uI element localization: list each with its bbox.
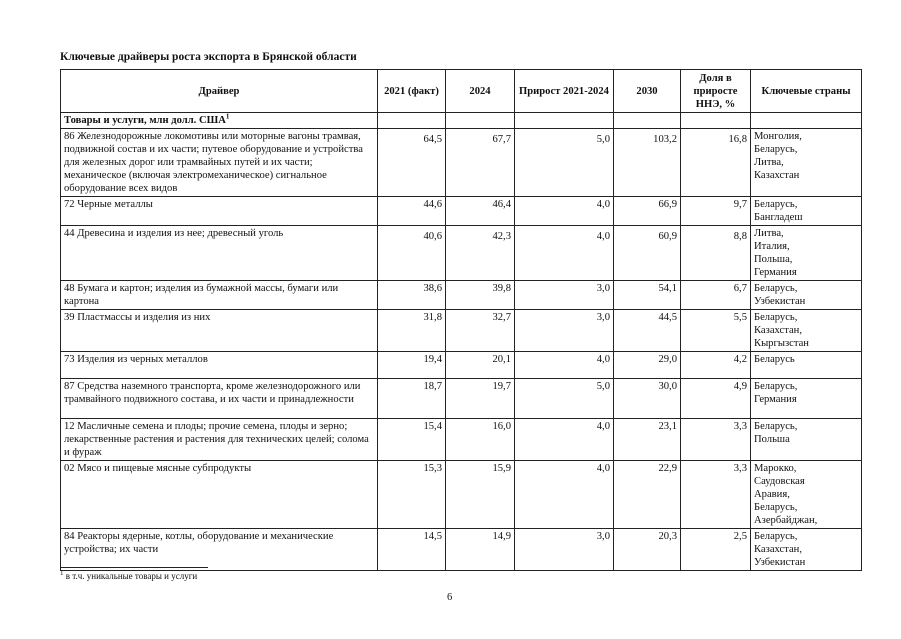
y2024-cell: 15,9 xyxy=(446,461,515,529)
countries-cell: Монголия, Беларусь, Литва, Казахстан xyxy=(751,129,862,197)
table-row xyxy=(61,197,862,226)
y2024-cell: 67,7 xyxy=(446,129,515,197)
y2030-cell: 103,2 xyxy=(614,129,681,197)
countries-cell: Литва, Италия, Польша, Германия xyxy=(751,226,862,281)
driver-cell: 73 Изделия из черных металлов xyxy=(61,352,378,379)
footnote-divider xyxy=(60,567,208,568)
table-row xyxy=(61,352,862,379)
section-footnote-mark: 1 xyxy=(225,112,230,121)
y2024-cell: 42,3 xyxy=(446,226,515,281)
growth-cell: 3,0 xyxy=(515,529,614,571)
y2021-cell: 15,4 xyxy=(378,419,446,461)
growth-cell: 3,0 xyxy=(515,310,614,352)
table-row xyxy=(61,529,862,571)
y2021-cell: 64,5 xyxy=(378,129,446,197)
y2030-cell: 60,9 xyxy=(614,226,681,281)
driver-cell: 44 Древесина и изделия из нее; древесный уголь xyxy=(61,226,378,281)
document-title: Ключевые драйверы роста экспорта в Брянской области xyxy=(60,51,357,63)
driver-cell: 86 Железнодорожные локомотивы или моторные вагоны трамвая, подвижной состав и их части; путевое оборудование и устройства для железных дорог или трамвайных путей и их части; механическое (включая электромеханическое) сигнальное оборудование всех видов xyxy=(61,129,378,197)
y2024-cell: 14,9 xyxy=(446,529,515,571)
share-cell: 8,8 xyxy=(681,226,751,281)
countries-cell: Беларусь, Казахстан, Узбекистан xyxy=(751,529,862,571)
header-share: Доля в приросте ННЭ, % xyxy=(681,70,751,113)
footnote-text: в т.ч. уникальные товары и услуги xyxy=(65,571,198,581)
table-row xyxy=(61,419,862,461)
share-cell: 5,5 xyxy=(681,310,751,352)
y2024-cell: 46,4 xyxy=(446,197,515,226)
share-cell: 6,7 xyxy=(681,281,751,310)
y2021-cell: 19,4 xyxy=(378,352,446,379)
y2030-cell: 23,1 xyxy=(614,419,681,461)
y2030-cell: 44,5 xyxy=(614,310,681,352)
driver-cell: 48 Бумага и картон; изделия из бумажной массы, бумаги или картона xyxy=(61,281,378,310)
y2024-cell: 39,8 xyxy=(446,281,515,310)
y2021-cell: 14,5 xyxy=(378,529,446,571)
y2030-cell: 29,0 xyxy=(614,352,681,379)
share-cell: 4,2 xyxy=(681,352,751,379)
header-2030: 2030 xyxy=(614,70,681,113)
y2021-cell: 15,3 xyxy=(378,461,446,529)
page-number: 6 xyxy=(447,592,453,603)
countries-cell: Беларусь, Казахстан, Кыргызстан xyxy=(751,310,862,352)
y2030-cell: 66,9 xyxy=(614,197,681,226)
y2030-cell: 22,9 xyxy=(614,461,681,529)
growth-cell: 5,0 xyxy=(515,379,614,419)
growth-cell: 4,0 xyxy=(515,352,614,379)
growth-cell: 4,0 xyxy=(515,226,614,281)
table-row xyxy=(61,226,862,281)
table-row xyxy=(61,281,862,310)
y2021-cell: 44,6 xyxy=(378,197,446,226)
table-row xyxy=(61,461,862,529)
countries-cell: Беларусь, Бангладеш xyxy=(751,197,862,226)
header-driver: Драйвер xyxy=(61,70,378,113)
footnote xyxy=(60,571,197,581)
y2021-cell: 40,6 xyxy=(378,226,446,281)
header-countries: Ключевые страны xyxy=(751,70,862,113)
growth-cell: 4,0 xyxy=(515,197,614,226)
driver-cell: 39 Пластмассы и изделия из них xyxy=(61,310,378,352)
share-cell: 16,8 xyxy=(681,129,751,197)
share-cell: 4,9 xyxy=(681,379,751,419)
countries-cell: Беларусь, Польша xyxy=(751,419,862,461)
share-cell: 9,7 xyxy=(681,197,751,226)
countries-cell: Беларусь xyxy=(751,352,862,379)
y2021-cell: 38,6 xyxy=(378,281,446,310)
share-cell: 2,5 xyxy=(681,529,751,571)
table-header-row xyxy=(61,70,862,113)
driver-cell: 87 Средства наземного транспорта, кроме железнодорожного или трамвайного подвижного состава, и их части и принадлежности xyxy=(61,379,378,419)
y2024-cell: 32,7 xyxy=(446,310,515,352)
driver-cell: 02 Мясо и пищевые мясные субпродукты xyxy=(61,461,378,529)
table-row xyxy=(61,310,862,352)
section-row xyxy=(61,113,862,129)
section-label-cell xyxy=(61,113,378,129)
y2024-cell: 16,0 xyxy=(446,419,515,461)
growth-cell: 4,0 xyxy=(515,461,614,529)
countries-cell: Беларусь, Узбекистан xyxy=(751,281,862,310)
y2030-cell: 30,0 xyxy=(614,379,681,419)
table-row xyxy=(61,379,862,419)
share-cell: 3,3 xyxy=(681,461,751,529)
y2024-cell: 19,7 xyxy=(446,379,515,419)
driver-cell: 12 Масличные семена и плоды; прочие семена, плоды и зерно; лекарственные растения и растения для технических целей; солома и фураж xyxy=(61,419,378,461)
header-2021: 2021 (факт) xyxy=(378,70,446,113)
growth-cell: 4,0 xyxy=(515,419,614,461)
driver-cell: 84 Реакторы ядерные, котлы, оборудование и механические устройства; их части xyxy=(61,529,378,571)
header-2024: 2024 xyxy=(446,70,515,113)
countries-cell: Беларусь, Германия xyxy=(751,379,862,419)
driver-cell: 72 Черные металлы xyxy=(61,197,378,226)
y2030-cell: 54,1 xyxy=(614,281,681,310)
y2021-cell: 18,7 xyxy=(378,379,446,419)
section-label: Товары и услуги, млн долл. США xyxy=(64,115,226,126)
y2021-cell: 31,8 xyxy=(378,310,446,352)
header-growth: Прирост 2021-2024 xyxy=(515,70,614,113)
table-row xyxy=(61,129,862,197)
y2024-cell: 20,1 xyxy=(446,352,515,379)
growth-cell: 3,0 xyxy=(515,281,614,310)
export-drivers-table xyxy=(60,69,862,571)
growth-cell: 5,0 xyxy=(515,129,614,197)
share-cell: 3,3 xyxy=(681,419,751,461)
footnote-mark: 1 xyxy=(60,569,64,577)
countries-cell: Марокко, Саудовская Аравия, Беларусь, Азербайджан, xyxy=(751,461,862,529)
y2030-cell: 20,3 xyxy=(614,529,681,571)
